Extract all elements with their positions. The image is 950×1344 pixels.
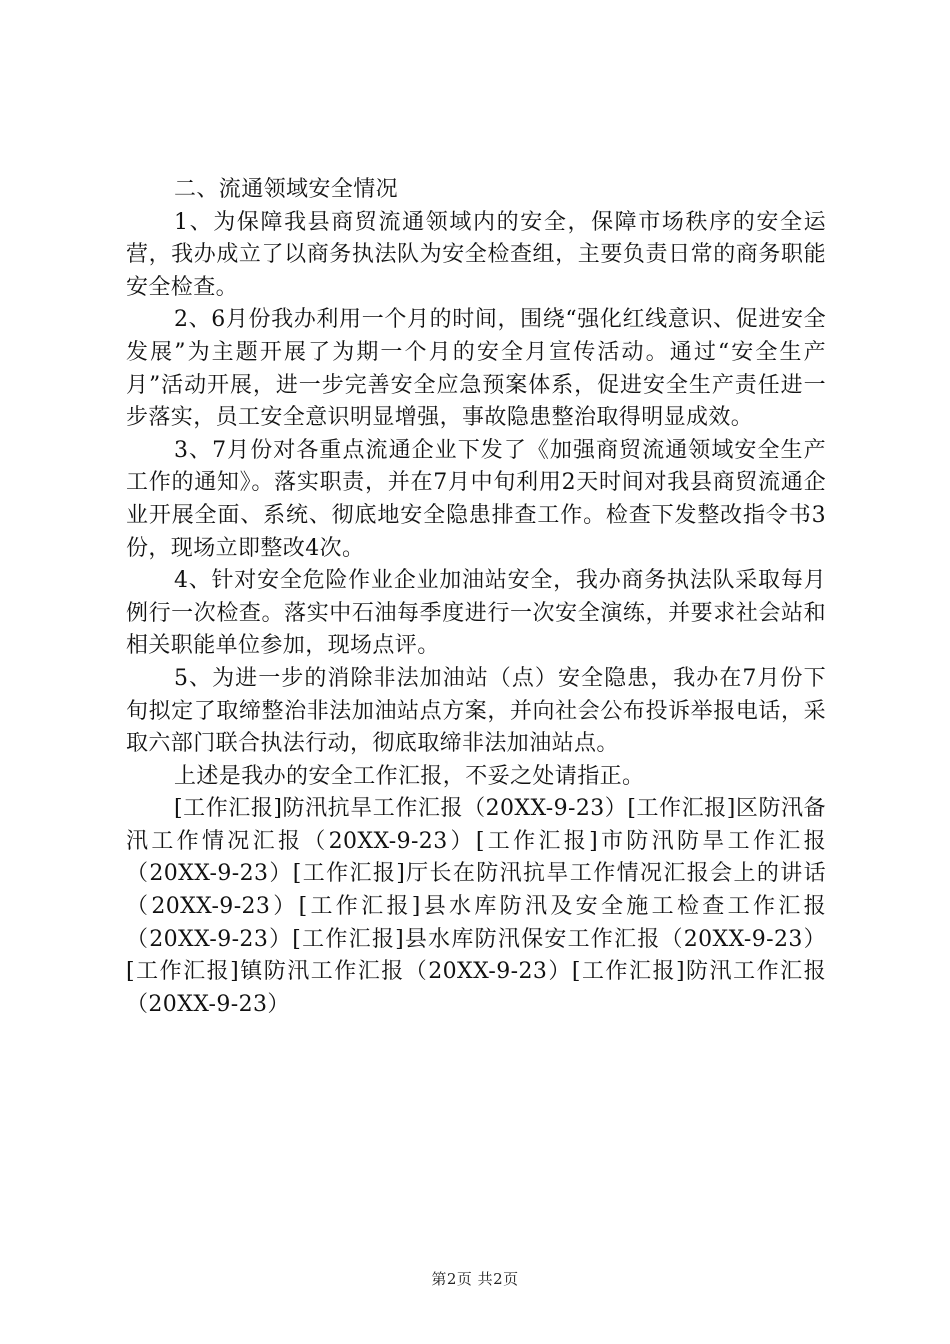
related-reports-paragraph: [工作汇报]防汛抗旱工作汇报（20XX-9-23）[工作汇报]区防汛备汛工作情况汇报（20XX-9-23）[工作汇报]市防汛防旱工作汇报（20XX-9-23）[工作汇报]厅长在防汛抗旱工作情况汇报会上的讲话（20XX-9-23）[工作汇报]县水库防汛及安全施工检查工作汇报（20XX-9-23）[工作汇报]县水库防汛保安工作汇报（20XX-9-23）[工作汇报]镇防汛工作汇报（20XX-9-23）[工作汇报]防汛工作汇报（20XX-9-23） xyxy=(126,796,826,1017)
page-number-footer: 第2页 共2页 xyxy=(431,1270,519,1288)
section-heading: 二、流通领域安全情况 xyxy=(174,177,399,202)
paragraph-2: 2、6月份我办利用一个月的时间，围绕“强化红线意识、促进安全发展”为主题开展了为期一个月的安全月宣传活动。通过“安全生产月”活动开展，进一步完善安全应急预案体系，促进安全生产责任进一步落实，员工安全意识明显增强，事故隐患整治取得明显成效。 xyxy=(126,307,826,431)
paragraph-5: 5、为进一步的消除非法加油站（点）安全隐患，我办在7月份下旬拟定了取缔整治非法加油站点方案，并向社会公布投诉举报电话，采取六部门联合执法行动，彻底取缔非法加油站点。 xyxy=(126,665,826,757)
document-body xyxy=(126,174,826,1021)
paragraph-3: 3、7月份对各重点流通企业下发了《加强商贸流通领域安全生产工作的通知》。落实职责，并在7月中旬利用2天时间对我县商贸流通企业开展全面、系统、彻底地安全隐患排查工作。检查下发整改指令书3份，现场立即整改4次。 xyxy=(126,437,826,561)
closing-paragraph: 上述是我办的安全工作汇报，不妥之处请指正。 xyxy=(174,763,645,789)
paragraph-4: 4、针对安全危险作业企业加油站安全，我办商务执法队采取每月例行一次检查。落实中石油每季度进行一次安全演练，并要求社会站和相关职能单位参加，现场点评。 xyxy=(126,568,826,659)
paragraph-1: 1、为保障我县商贸流通领域内的安全，保障市场秩序的安全运营，我办成立了以商务执法队为安全检查组，主要负责日常的商务职能安全检查。 xyxy=(126,209,826,300)
